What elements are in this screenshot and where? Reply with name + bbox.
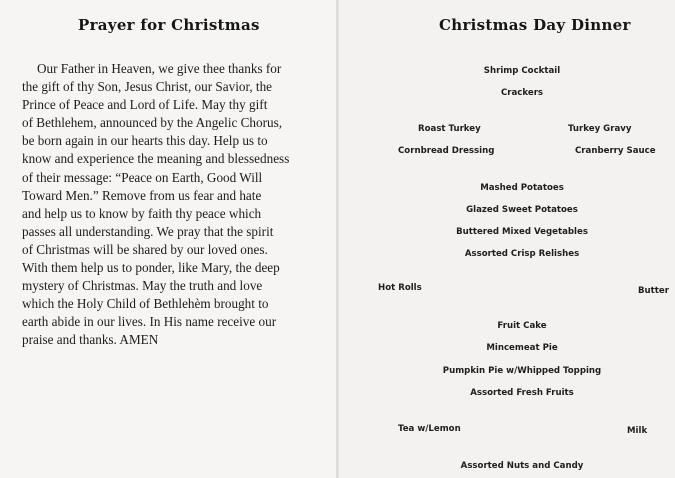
menu-item-assorted-nuts-and-candy: Assorted Nuts and Candy — [460, 461, 584, 471]
menu-item-hot-rolls: Hot Rolls — [378, 283, 422, 293]
page-fold — [336, 0, 339, 478]
menu-item-assorted-fresh-fruits: Assorted Fresh Fruits — [470, 388, 574, 398]
prayer-line: know and experience the meaning and blessedness — [22, 151, 290, 167]
prayer-line: passes all understanding. We pray that the spirit — [22, 223, 274, 239]
prayer-line: praise and thanks. AMEN — [22, 332, 159, 348]
menu-item-assorted-crisp-relishes: Assorted Crisp Relishes — [464, 249, 580, 259]
menu-item-shrimp-cocktail: Shrimp Cocktail — [483, 66, 561, 76]
prayer-line: and help us to know by faith thy peace which — [22, 205, 262, 221]
menu-item-mincemeat-pie: Mincemeat Pie — [486, 343, 558, 353]
menu-item-fruit-cake: Fruit Cake — [497, 321, 547, 331]
menu-item-buttered-mixed-vegetables: Buttered Mixed Vegetables — [456, 227, 588, 237]
menu-item-roast-turkey: Roast Turkey — [418, 124, 481, 134]
menu-item-mashed-potatoes: Mashed Potatoes — [480, 183, 564, 193]
prayer-text — [22, 60, 312, 350]
menu-item-pumpkin-pie: Pumpkin Pie w/Whipped Topping — [442, 366, 602, 376]
prayer-line: Our Father in Heaven, we give thee thanks for — [37, 61, 282, 76]
menu-item-turkey-gravy: Turkey Gravy — [568, 124, 632, 134]
prayer-line: of their message: “Peace on Earth, Good Will — [22, 169, 263, 185]
prayer-line: be born again in our hearts this day. Help us to — [22, 133, 268, 149]
menu-item-cornbread-dressing: Cornbread Dressing — [398, 146, 495, 156]
menu-item-butter: Butter — [638, 286, 669, 296]
prayer-line: earth abide in our lives. In His name receive our — [22, 314, 277, 330]
menu-item-glazed-sweet-potatoes: Glazed Sweet Potatoes — [466, 205, 578, 215]
prayer-line: of Christmas will be shared by our loved ones. — [22, 241, 268, 257]
prayer-line: which the Holy Child of Bethlehèm brought to — [22, 296, 269, 312]
prayer-line: the gift of thy Son, Jesus Christ, our Savior, the — [22, 79, 273, 95]
prayer-line: of Bethlehem, announced by the Angelic Chorus, — [22, 115, 283, 131]
prayer-line: With them help us to ponder, like Mary, the deep — [22, 260, 280, 276]
menu-item-tea-with-lemon: Tea w/Lemon — [398, 424, 461, 434]
prayer-line: Prince of Peace and Lord of Life. May thy gift — [22, 97, 268, 113]
menu-item-cranberry-sauce: Cranberry Sauce — [575, 146, 656, 156]
menu-title: Christmas Day Dinner — [439, 16, 631, 34]
prayer-line: Toward Men.” Remove from us fear and hate — [22, 187, 262, 203]
menu-item-crackers: Crackers — [500, 88, 544, 98]
menu-item-milk: Milk — [627, 426, 648, 436]
prayer-line: mystery of Christmas. May the truth and love — [22, 278, 263, 294]
prayer-title: Prayer for Christmas — [78, 16, 260, 34]
